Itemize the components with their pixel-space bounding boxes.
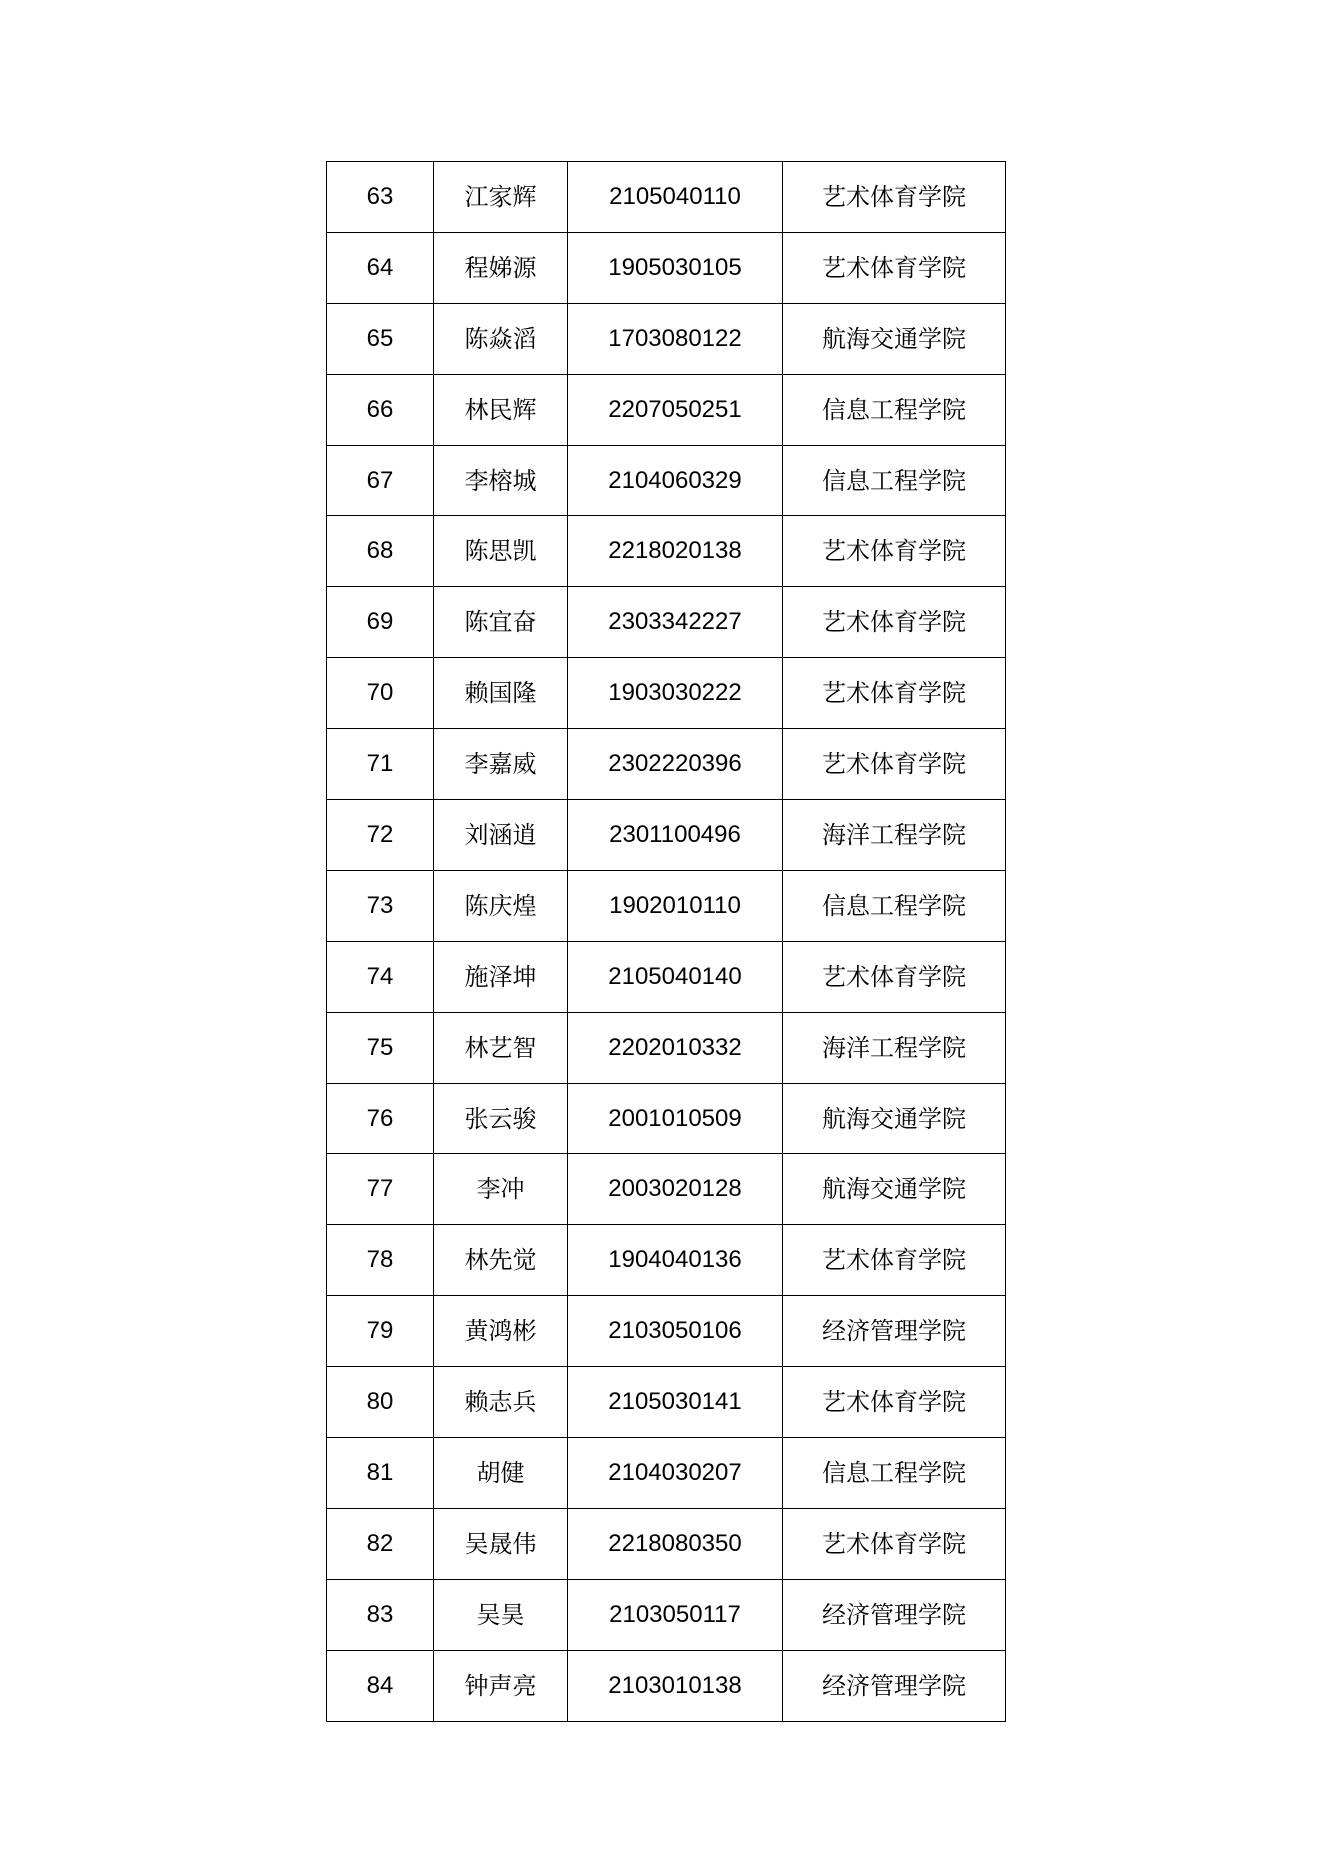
- student-name-cell: 程娣源: [434, 232, 568, 303]
- student-name-cell: 陈宜奋: [434, 587, 568, 658]
- student-id-cell: 1905030105: [568, 232, 783, 303]
- student-name-cell: 陈庆煌: [434, 870, 568, 941]
- student-name-cell: 陈焱滔: [434, 303, 568, 374]
- college-cell: 艺术体育学院: [783, 658, 1006, 729]
- table-row: [327, 445, 1006, 516]
- student-name-cell: 黄鸿彬: [434, 1296, 568, 1367]
- table-row: [327, 516, 1006, 587]
- table-row: [327, 1225, 1006, 1296]
- student-name-cell: 李嘉威: [434, 729, 568, 800]
- row-number-cell: 73: [327, 870, 434, 941]
- row-number-cell: 78: [327, 1225, 434, 1296]
- college-cell: 海洋工程学院: [783, 800, 1006, 871]
- table-row: [327, 800, 1006, 871]
- college-cell: 艺术体育学院: [783, 941, 1006, 1012]
- student-id-cell: 2302220396: [568, 729, 783, 800]
- row-number-cell: 75: [327, 1012, 434, 1083]
- student-id-cell: 2218080350: [568, 1508, 783, 1579]
- row-number-cell: 65: [327, 303, 434, 374]
- student-id-cell: 2202010332: [568, 1012, 783, 1083]
- student-name-cell: 张云骏: [434, 1083, 568, 1154]
- student-roster-table: [326, 161, 1006, 1722]
- college-cell: 艺术体育学院: [783, 587, 1006, 658]
- student-id-cell: 2003020128: [568, 1154, 783, 1225]
- student-name-cell: 李冲: [434, 1154, 568, 1225]
- student-id-cell: 2103010138: [568, 1650, 783, 1721]
- student-name-cell: 林民辉: [434, 374, 568, 445]
- college-cell: 艺术体育学院: [783, 1367, 1006, 1438]
- college-cell: 航海交通学院: [783, 303, 1006, 374]
- student-id-cell: 2218020138: [568, 516, 783, 587]
- student-id-cell: 2103050117: [568, 1579, 783, 1650]
- college-cell: 航海交通学院: [783, 1154, 1006, 1225]
- college-cell: 经济管理学院: [783, 1650, 1006, 1721]
- row-number-cell: 70: [327, 658, 434, 729]
- roster-table-body: [327, 162, 1006, 1722]
- student-id-cell: 2303342227: [568, 587, 783, 658]
- row-number-cell: 80: [327, 1367, 434, 1438]
- table-row: [327, 1296, 1006, 1367]
- row-number-cell: 69: [327, 587, 434, 658]
- student-name-cell: 林先觉: [434, 1225, 568, 1296]
- student-name-cell: 林艺智: [434, 1012, 568, 1083]
- table-row: [327, 729, 1006, 800]
- student-name-cell: 李榕城: [434, 445, 568, 516]
- student-name-cell: 赖国隆: [434, 658, 568, 729]
- college-cell: 航海交通学院: [783, 1083, 1006, 1154]
- college-cell: 艺术体育学院: [783, 1508, 1006, 1579]
- student-id-cell: 2105040110: [568, 162, 783, 233]
- row-number-cell: 66: [327, 374, 434, 445]
- college-cell: 信息工程学院: [783, 870, 1006, 941]
- college-cell: 艺术体育学院: [783, 232, 1006, 303]
- row-number-cell: 76: [327, 1083, 434, 1154]
- row-number-cell: 79: [327, 1296, 434, 1367]
- student-id-cell: 2301100496: [568, 800, 783, 871]
- college-cell: 艺术体育学院: [783, 162, 1006, 233]
- row-number-cell: 84: [327, 1650, 434, 1721]
- college-cell: 艺术体育学院: [783, 516, 1006, 587]
- table-row: [327, 587, 1006, 658]
- student-id-cell: 2001010509: [568, 1083, 783, 1154]
- table-row: [327, 162, 1006, 233]
- student-name-cell: 吴晟伟: [434, 1508, 568, 1579]
- college-cell: 经济管理学院: [783, 1296, 1006, 1367]
- table-row: [327, 1508, 1006, 1579]
- row-number-cell: 68: [327, 516, 434, 587]
- row-number-cell: 82: [327, 1508, 434, 1579]
- student-id-cell: 1703080122: [568, 303, 783, 374]
- row-number-cell: 77: [327, 1154, 434, 1225]
- table-row: [327, 303, 1006, 374]
- student-id-cell: 2103050106: [568, 1296, 783, 1367]
- row-number-cell: 74: [327, 941, 434, 1012]
- student-id-cell: 2105040140: [568, 941, 783, 1012]
- table-row: [327, 232, 1006, 303]
- college-cell: 艺术体育学院: [783, 1225, 1006, 1296]
- student-id-cell: 2105030141: [568, 1367, 783, 1438]
- row-number-cell: 63: [327, 162, 434, 233]
- college-cell: 信息工程学院: [783, 374, 1006, 445]
- row-number-cell: 83: [327, 1579, 434, 1650]
- college-cell: 经济管理学院: [783, 1579, 1006, 1650]
- row-number-cell: 81: [327, 1438, 434, 1509]
- student-name-cell: 江家辉: [434, 162, 568, 233]
- student-id-cell: 1903030222: [568, 658, 783, 729]
- student-name-cell: 施泽坤: [434, 941, 568, 1012]
- college-cell: 海洋工程学院: [783, 1012, 1006, 1083]
- table-row: [327, 1083, 1006, 1154]
- row-number-cell: 71: [327, 729, 434, 800]
- college-cell: 艺术体育学院: [783, 729, 1006, 800]
- table-row: [327, 1367, 1006, 1438]
- college-cell: 信息工程学院: [783, 445, 1006, 516]
- student-id-cell: 2104060329: [568, 445, 783, 516]
- student-name-cell: 刘涵逍: [434, 800, 568, 871]
- student-id-cell: 2207050251: [568, 374, 783, 445]
- row-number-cell: 64: [327, 232, 434, 303]
- table-row: [327, 941, 1006, 1012]
- student-id-cell: 1904040136: [568, 1225, 783, 1296]
- row-number-cell: 67: [327, 445, 434, 516]
- table-row: [327, 1012, 1006, 1083]
- student-name-cell: 赖志兵: [434, 1367, 568, 1438]
- table-row: [327, 1154, 1006, 1225]
- table-row: [327, 870, 1006, 941]
- table-row: [327, 1438, 1006, 1509]
- student-name-cell: 陈思凯: [434, 516, 568, 587]
- table-row: [327, 658, 1006, 729]
- college-cell: 信息工程学院: [783, 1438, 1006, 1509]
- table-row: [327, 1650, 1006, 1721]
- student-id-cell: 1902010110: [568, 870, 783, 941]
- student-id-cell: 2104030207: [568, 1438, 783, 1509]
- student-name-cell: 钟声亮: [434, 1650, 568, 1721]
- row-number-cell: 72: [327, 800, 434, 871]
- student-name-cell: 胡健: [434, 1438, 568, 1509]
- table-row: [327, 374, 1006, 445]
- table-row: [327, 1579, 1006, 1650]
- student-name-cell: 吴昊: [434, 1579, 568, 1650]
